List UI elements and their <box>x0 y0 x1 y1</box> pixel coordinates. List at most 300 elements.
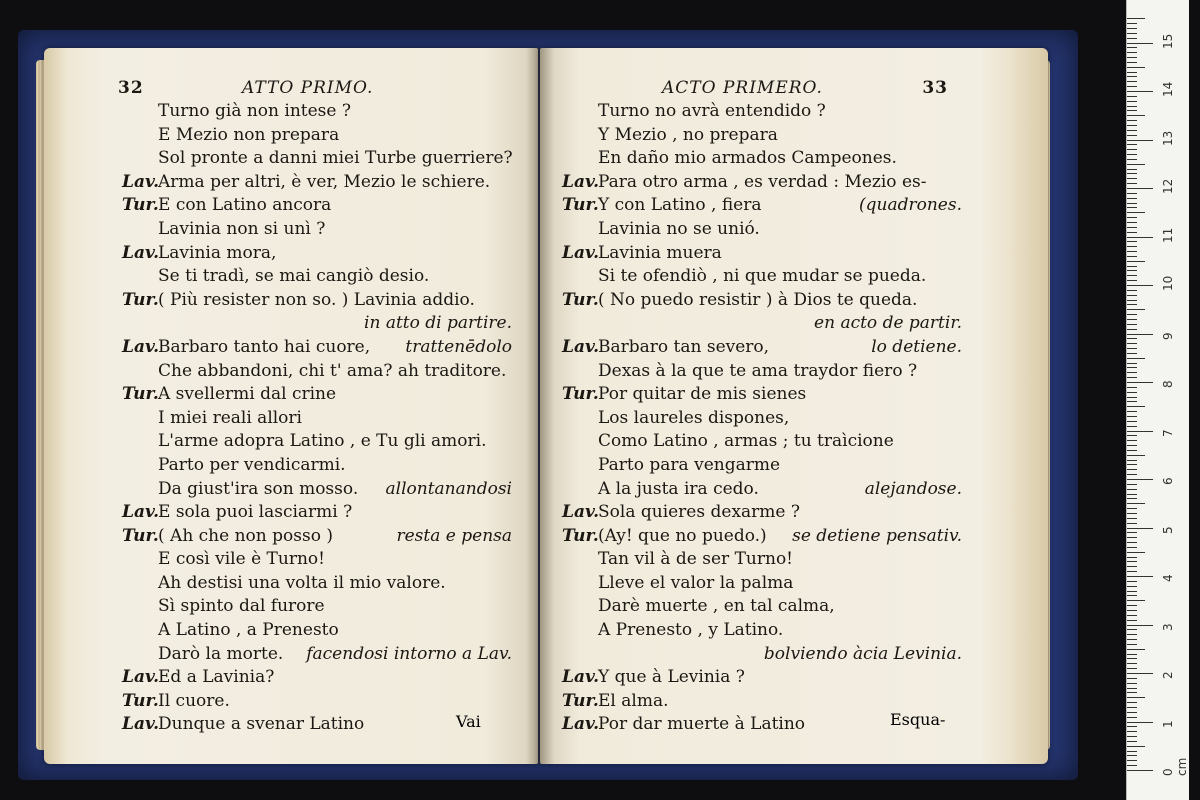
text-line <box>122 194 512 218</box>
ruler-tick <box>1127 372 1137 373</box>
text-line <box>122 619 512 643</box>
speaker-label: Lav. <box>122 667 160 688</box>
speaker-label: Tur. <box>562 195 599 216</box>
ruler-label: 3 <box>1161 622 1175 631</box>
ruler-label: 15 <box>1161 33 1175 49</box>
text-line <box>562 407 962 431</box>
ruler-tick <box>1127 304 1137 305</box>
ruler-tick <box>1127 654 1137 655</box>
ruler-label: 13 <box>1161 130 1175 146</box>
verse-text: Y que à Levinia ? <box>598 667 745 688</box>
ruler-tick <box>1127 338 1137 339</box>
ruler-label: 14 <box>1161 81 1175 97</box>
stage-direction: bolviendo àcia Levinia. <box>763 643 962 664</box>
ruler-tick <box>1127 275 1137 276</box>
ruler-tick <box>1127 513 1137 514</box>
ruler-tick <box>1127 557 1137 558</box>
text-line <box>122 242 512 266</box>
ruler-tick <box>1127 625 1153 626</box>
verse-text: Como Latino , armas ; tu traìcione <box>598 431 894 452</box>
speaker-label: Tur. <box>122 690 159 711</box>
ruler-tick <box>1127 387 1137 388</box>
ruler-tick <box>1127 188 1153 189</box>
text-line <box>122 690 512 714</box>
verse-text: Darò la morte. <box>158 643 284 664</box>
verse-text: A la justa ira cedo. <box>598 478 759 499</box>
verse-text: I miei reali allori <box>158 407 302 428</box>
stage-direction: en acto de partir. <box>814 313 962 334</box>
verse-text: Sol pronte a danni miei Turbe guerriere? <box>158 148 513 169</box>
ruler-tick <box>1127 135 1137 136</box>
text-line <box>562 312 962 336</box>
ruler-tick <box>1127 722 1153 723</box>
ruler-tick <box>1127 431 1153 432</box>
ruler-tick <box>1127 498 1137 499</box>
text-line <box>122 548 512 572</box>
ruler-tick <box>1127 18 1145 19</box>
speaker-label: Lav. <box>122 242 160 263</box>
ruler-tick <box>1127 334 1153 335</box>
ruler-tick <box>1127 770 1153 771</box>
stage-direction: alejandose. <box>864 478 962 499</box>
ruler-tick <box>1127 639 1137 640</box>
ruler-tick <box>1127 688 1137 689</box>
ruler-label: 4 <box>1161 574 1175 582</box>
ruler-tick <box>1127 401 1137 402</box>
text-line <box>122 643 512 667</box>
ruler-tick <box>1127 72 1137 73</box>
ruler-tick <box>1127 348 1137 349</box>
text-line <box>562 383 962 407</box>
verse-text: L'arme adopra Latino , e Tu gli amori. <box>158 431 487 452</box>
verse-text: Lavinia mora, <box>158 242 277 263</box>
ruler-tick <box>1127 591 1137 592</box>
ruler-label: 9 <box>1161 331 1175 340</box>
ruler-tick <box>1127 149 1137 150</box>
ruler-tick <box>1127 392 1137 393</box>
ruler-tick <box>1127 207 1137 208</box>
speaker-label: Tur. <box>122 289 159 310</box>
ruler-tick <box>1127 319 1137 320</box>
text-line <box>562 666 962 690</box>
ruler-tick <box>1127 256 1137 257</box>
ruler-tick <box>1127 329 1137 330</box>
speaker-label: Lav. <box>562 336 600 357</box>
speaker-label: Lav. <box>122 171 160 192</box>
verse-text: Che abbandoni, chi t' ama? ah traditore. <box>158 360 507 381</box>
ruler-tick <box>1127 707 1137 708</box>
right-page-text <box>562 78 962 737</box>
speaker-label: Tur. <box>122 195 159 216</box>
speaker-label: Lav. <box>562 667 600 688</box>
verse-text: Dexas à la que te ama traydor fiero ? <box>598 360 918 381</box>
ruler-tick <box>1127 28 1137 29</box>
ruler-label: 0 cm <box>1161 757 1189 776</box>
ruler-tick <box>1127 697 1145 698</box>
stage-direction: resta e pensa <box>396 525 512 546</box>
ruler-tick <box>1127 212 1145 213</box>
text-line <box>122 171 512 195</box>
ruler-tick <box>1127 683 1137 684</box>
right-page-header <box>562 78 962 100</box>
ruler-tick <box>1127 178 1137 179</box>
verse-text: Barbaro tanto hai cuore, <box>158 336 371 357</box>
speaker-label: Tur. <box>122 525 159 546</box>
ruler-tick <box>1127 489 1137 490</box>
ruler-tick <box>1127 741 1137 742</box>
ruler-tick <box>1127 382 1153 383</box>
ruler-tick <box>1127 712 1137 713</box>
ruler-tick <box>1127 629 1137 630</box>
ruler-tick <box>1127 634 1137 635</box>
ruler-tick <box>1127 411 1137 412</box>
left-catchword: Vai <box>456 712 481 731</box>
text-line <box>122 454 512 478</box>
text-line <box>562 100 962 124</box>
text-line <box>122 147 512 171</box>
ruler-tick <box>1127 731 1137 732</box>
text-line <box>562 336 962 360</box>
ruler-tick <box>1127 484 1137 485</box>
text-line <box>562 171 962 195</box>
text-line <box>122 595 512 619</box>
verse-text: El alma. <box>598 690 669 711</box>
ruler-label: 11 <box>1161 227 1175 243</box>
verse-text: E sola puoi lasciarmi ? <box>158 502 353 523</box>
ruler-tick <box>1127 532 1137 533</box>
ruler-tick <box>1127 193 1137 194</box>
ruler-label: 2 <box>1161 671 1175 679</box>
ruler-tick <box>1127 416 1137 417</box>
text-line <box>562 430 962 454</box>
text-line <box>122 383 512 407</box>
ruler-tick <box>1127 464 1137 465</box>
text-line <box>122 265 512 289</box>
speaker-label: Lav. <box>122 714 160 735</box>
ruler-tick <box>1127 518 1137 519</box>
ruler-tick <box>1127 115 1145 116</box>
ruler-tick <box>1127 586 1137 587</box>
ruler-tick <box>1127 561 1137 562</box>
ruler-tick <box>1127 469 1137 470</box>
verse-text: Darè muerte , en tal calma, <box>598 596 835 617</box>
ruler-tick <box>1127 81 1137 82</box>
ruler-tick <box>1127 62 1137 63</box>
text-line <box>122 501 512 525</box>
ruler-tick <box>1127 159 1137 160</box>
right-catchword: Esqua- <box>890 710 946 729</box>
ruler-tick <box>1127 86 1137 87</box>
text-line <box>562 360 962 384</box>
stage-direction: allontanandosi <box>385 478 512 499</box>
text-line <box>122 430 512 454</box>
ruler-label: 6 <box>1161 477 1175 485</box>
ruler-tick <box>1127 33 1137 34</box>
verse-text: E così vile è Turno! <box>158 549 325 570</box>
ruler-tick <box>1127 169 1137 170</box>
ruler-tick <box>1127 508 1137 509</box>
ruler-tick <box>1127 183 1137 184</box>
ruler-tick <box>1127 67 1145 68</box>
ruler-tick <box>1127 106 1137 107</box>
verse-text: Para otro arma , es verdad : Mezio es- <box>598 171 927 192</box>
ruler-tick <box>1127 241 1137 242</box>
ruler-tick <box>1127 96 1137 97</box>
ruler-tick <box>1127 290 1137 291</box>
verse-text: Ed a Lavinia? <box>158 667 275 688</box>
text-line <box>122 572 512 596</box>
text-line <box>562 525 962 549</box>
ruler-tick <box>1127 101 1137 102</box>
ruler-tick <box>1127 251 1137 252</box>
ruler-tick <box>1127 130 1137 131</box>
ruler-tick <box>1127 445 1137 446</box>
ruler-tick <box>1127 222 1137 223</box>
ruler-tick <box>1127 717 1137 718</box>
stage-direction: lo detiene. <box>871 336 962 357</box>
ruler-tick <box>1127 673 1153 674</box>
ruler-tick <box>1127 285 1153 286</box>
text-line <box>562 572 962 596</box>
ruler-label: 7 <box>1161 428 1175 437</box>
verse-text: E Mezio non prepara <box>158 124 340 145</box>
ruler-tick <box>1127 658 1137 659</box>
verse-text: Los laureles dispones, <box>598 407 790 428</box>
verse-text: Turno no avrà entendido ? <box>598 101 826 121</box>
speaker-label: Lav. <box>562 502 600 523</box>
ruler-tick <box>1127 23 1137 24</box>
verse-text: Turno già non intese ? <box>158 101 351 121</box>
ruler-tick <box>1127 358 1145 359</box>
ruler-tick <box>1127 125 1137 126</box>
verse-text: ( Ah che non posso ) <box>158 525 333 546</box>
verse-text: Tan vil à de ser Turno! <box>598 549 794 570</box>
verse-text: Dunque a svenar Latino <box>158 714 365 735</box>
ruler-tick <box>1127 460 1137 461</box>
ruler-tick <box>1127 198 1137 199</box>
text-line <box>122 407 512 431</box>
verse-text: ( Più resister non so. ) Lavinia addio. <box>158 289 475 310</box>
ruler-tick <box>1127 605 1137 606</box>
ruler-tick <box>1127 765 1137 766</box>
stage-direction: facendosi intorno a Lav. <box>306 643 512 664</box>
ruler-tick <box>1127 440 1137 441</box>
ruler-tick <box>1127 566 1137 567</box>
ruler-tick <box>1127 261 1145 262</box>
ruler-tick <box>1127 571 1137 572</box>
ruler-tick <box>1127 755 1137 756</box>
left-page-text <box>118 78 513 737</box>
ruler-tick <box>1127 266 1137 267</box>
ruler-tick <box>1127 455 1145 456</box>
verse-text: Il cuore. <box>158 690 230 711</box>
verse-text: En daño mio armados Campeones. <box>598 148 897 169</box>
ruler-tick <box>1127 426 1137 427</box>
ruler-tick <box>1127 120 1137 121</box>
speaker-label: Lav. <box>562 171 600 192</box>
ruler-tick <box>1127 547 1137 548</box>
ruler-tick <box>1127 47 1137 48</box>
ruler-tick <box>1127 736 1137 737</box>
ruler-tick <box>1127 663 1137 664</box>
ruler-tick <box>1127 232 1137 233</box>
ruler-tick <box>1127 173 1137 174</box>
ruler-tick <box>1127 746 1145 747</box>
text-line <box>562 619 962 643</box>
speaker-label: Tur. <box>562 690 599 711</box>
ruler-tick <box>1127 600 1145 601</box>
text-line <box>562 147 962 171</box>
ruler-tick <box>1127 164 1145 165</box>
ruler-tick <box>1127 760 1137 761</box>
ruler-tick <box>1127 615 1137 616</box>
verse-text: (Ay! que no puedo.) <box>598 525 767 546</box>
ruler-tick <box>1127 537 1137 538</box>
text-line <box>562 242 962 266</box>
text-line <box>122 336 512 360</box>
verse-text: Lleve el valor la palma <box>598 572 794 593</box>
verse-text: Se ti tradì, se mai cangiò desio. <box>158 266 430 287</box>
ruler-tick <box>1127 91 1153 92</box>
ruler-tick <box>1127 668 1137 669</box>
ruler-tick <box>1127 595 1137 596</box>
ruler-tick <box>1127 203 1137 204</box>
ruler-tick <box>1127 353 1137 354</box>
ruler-tick <box>1127 503 1145 504</box>
ruler-tick <box>1127 702 1137 703</box>
ruler-tick <box>1127 523 1137 524</box>
verse-text: Y con Latino , fiera <box>598 195 762 216</box>
ruler-tick <box>1127 154 1137 155</box>
ruler-tick <box>1127 474 1137 475</box>
ruler-tick <box>1127 435 1137 436</box>
verse-text: Parto para vengarme <box>598 454 781 475</box>
ruler-tick <box>1127 678 1137 679</box>
ruler-tick <box>1127 620 1137 621</box>
book-gutter <box>526 48 554 764</box>
verse-text: Lavinia no se unió. <box>598 218 760 239</box>
ruler-tick <box>1127 57 1137 58</box>
ruler-tick <box>1127 479 1153 480</box>
text-line <box>562 289 962 313</box>
speaker-label: Tur. <box>562 525 599 546</box>
verse-text: Y Mezio , no prepara <box>598 124 778 145</box>
speaker-label: Lav. <box>562 714 600 735</box>
ruler-tick <box>1127 38 1137 39</box>
ruler-tick <box>1127 363 1137 364</box>
text-line <box>562 454 962 478</box>
ruler-tick <box>1127 270 1137 271</box>
ruler-tick <box>1127 309 1145 310</box>
speaker-label: Lav. <box>122 502 160 523</box>
text-line <box>562 218 962 242</box>
ruler-label: 8 <box>1161 380 1175 388</box>
ruler-tick <box>1127 52 1137 53</box>
ruler-tick <box>1127 581 1137 582</box>
ruler-tick <box>1127 494 1137 495</box>
verse-text: Por dar muerte à Latino <box>598 714 806 735</box>
ruler-tick <box>1127 140 1153 141</box>
ruler-tick <box>1127 751 1137 752</box>
right-page-lines <box>562 100 962 737</box>
ruler-tick <box>1127 692 1137 693</box>
left-running-head: ATTO PRIMO. <box>242 78 374 98</box>
right-running-head: ACTO PRIMERO. <box>662 78 823 98</box>
text-line <box>562 478 962 502</box>
verse-text: A Latino , a Prenesto <box>158 620 339 641</box>
measurement-ruler <box>1126 0 1189 800</box>
left-page-lines <box>122 100 512 737</box>
speaker-label: Lav. <box>562 242 600 263</box>
left-page-header <box>118 78 512 100</box>
ruler-tick <box>1127 528 1153 529</box>
verse-text: Lavinia muera <box>598 242 722 263</box>
text-line <box>562 194 962 218</box>
speaker-label: Lav. <box>122 336 160 357</box>
ruler-tick <box>1127 377 1137 378</box>
ruler-tick <box>1127 644 1137 645</box>
text-line <box>562 643 962 667</box>
speaker-label: Tur. <box>562 384 599 405</box>
stage-direction: trattenēdolo <box>405 336 512 357</box>
ruler-tick <box>1127 144 1137 145</box>
ruler-label: 12 <box>1161 178 1175 194</box>
ruler-tick <box>1127 43 1153 44</box>
ruler-tick <box>1127 649 1145 650</box>
ruler-tick <box>1127 542 1137 543</box>
text-line <box>122 124 512 148</box>
text-line <box>562 595 962 619</box>
text-line <box>562 501 962 525</box>
ruler-tick <box>1127 76 1137 77</box>
text-line <box>122 218 512 242</box>
verse-text: Barbaro tan severo, <box>598 336 770 357</box>
ruler-tick <box>1127 421 1137 422</box>
ruler-tick <box>1127 367 1137 368</box>
verse-text: Sì spinto dal furore <box>158 596 325 617</box>
ruler-tick <box>1127 300 1137 301</box>
ruler-label: 5 <box>1161 525 1175 534</box>
ruler-tick <box>1127 576 1153 577</box>
verse-text: A svellermi dal crine <box>158 384 337 405</box>
speaker-label: Tur. <box>122 384 159 405</box>
verse-text: Lavinia non si unì ? <box>158 218 326 239</box>
stage-direction: se detiene pensativ. <box>792 525 962 546</box>
ruler-tick <box>1127 726 1137 727</box>
ruler-tick <box>1127 450 1137 451</box>
text-line <box>562 265 962 289</box>
text-line <box>122 478 512 502</box>
text-line <box>562 124 962 148</box>
text-line <box>122 713 512 737</box>
ruler-tick <box>1127 314 1137 315</box>
verse-text: Si te ofendiò , ni que mudar se pueda. <box>598 266 927 287</box>
ruler-label: 1 <box>1161 719 1175 728</box>
verse-text: ( No puedo resistir ) à Dios te queda. <box>598 289 918 310</box>
ruler-tick <box>1127 110 1137 111</box>
stage-direction: in atto di partire. <box>364 313 512 334</box>
text-line <box>122 525 512 549</box>
ruler-tick <box>1127 217 1137 218</box>
text-line <box>122 360 512 384</box>
ruler-tick <box>1127 406 1145 407</box>
verse-text: Arma per altri, è ver, Mezio le schiere. <box>158 171 491 192</box>
verse-text: Parto per vendicarmi. <box>158 454 346 475</box>
verse-text: E con Latino ancora <box>158 195 332 216</box>
ruler-tick <box>1127 397 1137 398</box>
verse-text: A Prenesto , y Latino. <box>598 620 784 641</box>
stage-direction: (quadrones. <box>859 195 962 216</box>
